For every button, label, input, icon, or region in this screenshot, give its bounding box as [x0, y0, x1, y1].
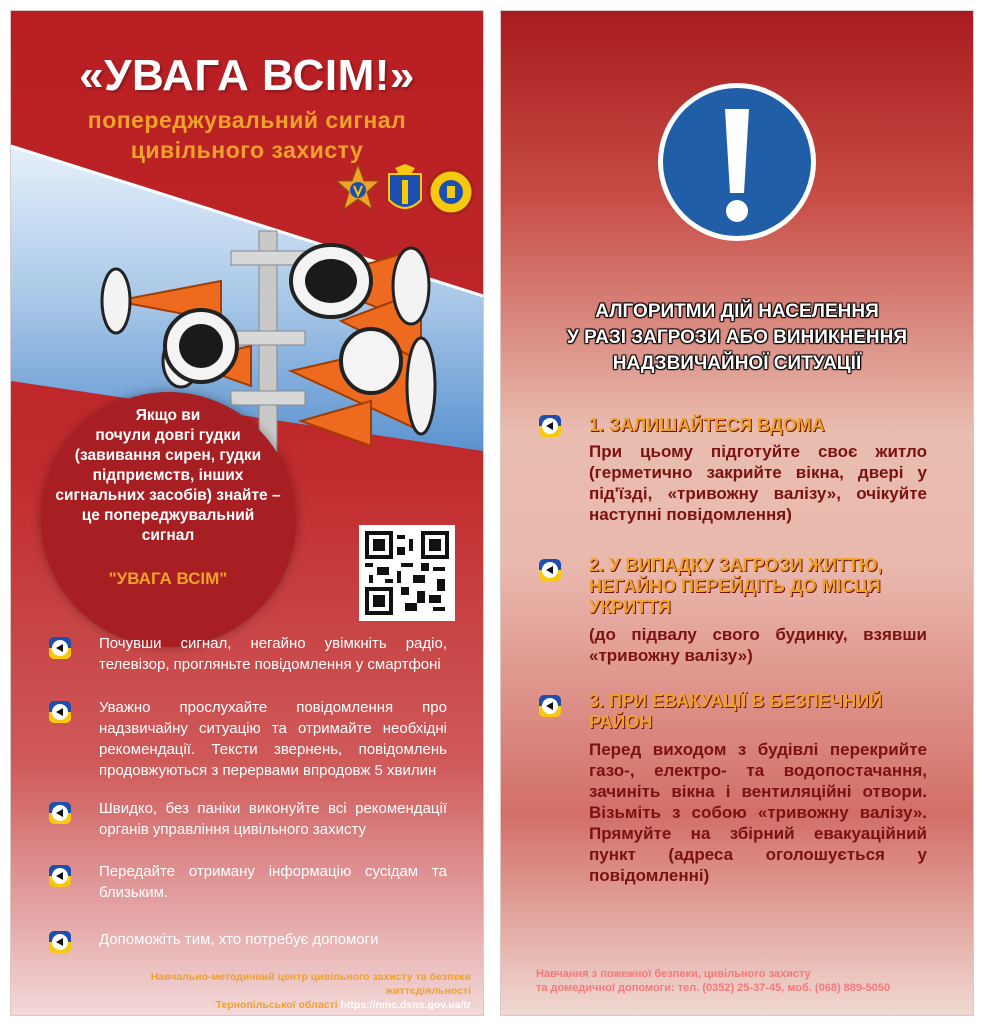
bullet-text: Почувши сигнал, негайно увімкніть радіо, телевізор, прогляньте повідомлення у смартфоні: [99, 635, 447, 673]
right-footer: [536, 967, 956, 995]
step-title: 2. У ВИПАДКУ ЗАГРОЗИ ЖИТТЮ, НЕГАЙНО ПЕРЕЙДІТЬ ДО МІСЦЯ УКРИТТЯ: [589, 555, 883, 617]
left-footer: [71, 970, 471, 1012]
ukraine-loudspeaker-icon: [49, 637, 71, 659]
main-title: «УВАГА ВСІМ!»: [79, 51, 415, 100]
footer-url-link[interactable]: https://nmc.dsns.gov.ua/tr: [340, 999, 471, 1011]
subtitle-line-1: попереджувальний сигнал: [87, 107, 407, 133]
circle-line: це попереджувальний: [81, 507, 255, 524]
step-title: 1. ЗАЛИШАЙТЕСЯ ВДОМА: [589, 415, 825, 435]
circle-line: (завивання сирен, гудки: [74, 447, 262, 464]
footer-line-2: [71, 998, 471, 1012]
exclamation-icon: [656, 81, 818, 243]
circle-line: сигнальних засобів) знайте –: [55, 487, 281, 504]
ukraine-loudspeaker-icon: [539, 559, 561, 581]
heading-line: АЛГОРИТМИ ДІЙ НАСЕЛЕННЯ: [595, 301, 879, 322]
subtitle: [11, 105, 483, 165]
heading-line: У РАЗІ ЗАГРОЗИ АБО ВИНИКНЕННЯ: [567, 327, 907, 348]
footer-contacts: та домедичної допомоги: тел. (0352) 25-37-45, моб. (068) 889-5050: [536, 982, 891, 994]
footer-line: Навчання з пожежної безпеки, цивільного захисту: [536, 968, 811, 980]
ukraine-loudspeaker-icon: [49, 865, 71, 887]
bullet-text: Уважно прослухайте повідомлення про надзвичайну ситуацію та отримайте необхідні рекомендації. Тексти звернень, повідомлень продовжуються з перервами впродовж 5 хвилин: [99, 699, 447, 779]
heading-line: НАДЗВИЧАЙНОЇ СИТУАЦІЇ: [612, 353, 862, 374]
circle-line: підприємств, інших: [92, 467, 244, 484]
qr-code-icon: [365, 531, 449, 615]
footer-line: Навчально-методичний центр цивільного захисту та безпеки життєдіяльності: [150, 971, 471, 997]
circle-line: Якщо ви: [135, 407, 201, 424]
algorithms-heading: [501, 299, 973, 377]
ukraine-loudspeaker-icon: [49, 931, 71, 953]
bullet-text: Передайте отриману інформацію сусідам та близьким.: [99, 863, 447, 901]
step-body: При цьому підготуйте своє житло (герметично закрийте вікна, двері у під'їзді, «тривожну валізу», очікуйте наступні повідомлення): [589, 442, 927, 524]
circle-accent-text: "УВАГА ВСІМ": [108, 569, 228, 588]
ukraine-loudspeaker-icon: [539, 415, 561, 437]
qr-code[interactable]: [359, 525, 455, 621]
left-panel: [10, 10, 484, 1016]
circle-text: [43, 406, 293, 546]
circle-line: сигнал: [141, 527, 195, 544]
step-body: (до підвалу свого будинку, взявши «тривожну валізу»): [589, 625, 927, 665]
ukraine-loudspeaker-icon: [539, 695, 561, 717]
subtitle-line-2: цивільного захисту: [130, 137, 364, 163]
right-panel: [500, 10, 974, 1016]
footer-region: Тернопільської області: [215, 999, 338, 1011]
ukraine-loudspeaker-icon: [49, 802, 71, 824]
bullet-text: Швидко, без паніки виконуйте всі рекомендації органів управління цивільного захисту: [99, 800, 447, 838]
ukraine-loudspeaker-icon: [49, 701, 71, 723]
step-title: 3. ПРИ ЕВАКУАЦІЇ В БЕЗПЕЧНИЙ РАЙОН: [589, 691, 883, 732]
bullet-text: Допоможіть тим, хто потребує допомоги: [99, 931, 379, 948]
step-body: Перед виходом з будівлі перекрийте газо-, електро- та водопостачання, зачиніть вікна і вентиляційні отвори. Візьміть з собою «тривожну валізу». Прямуйте на збірний евакуаційний пункт (адреса оголошується у повідомленні): [589, 740, 927, 885]
circle-line: почули довгі гудки: [95, 427, 241, 444]
